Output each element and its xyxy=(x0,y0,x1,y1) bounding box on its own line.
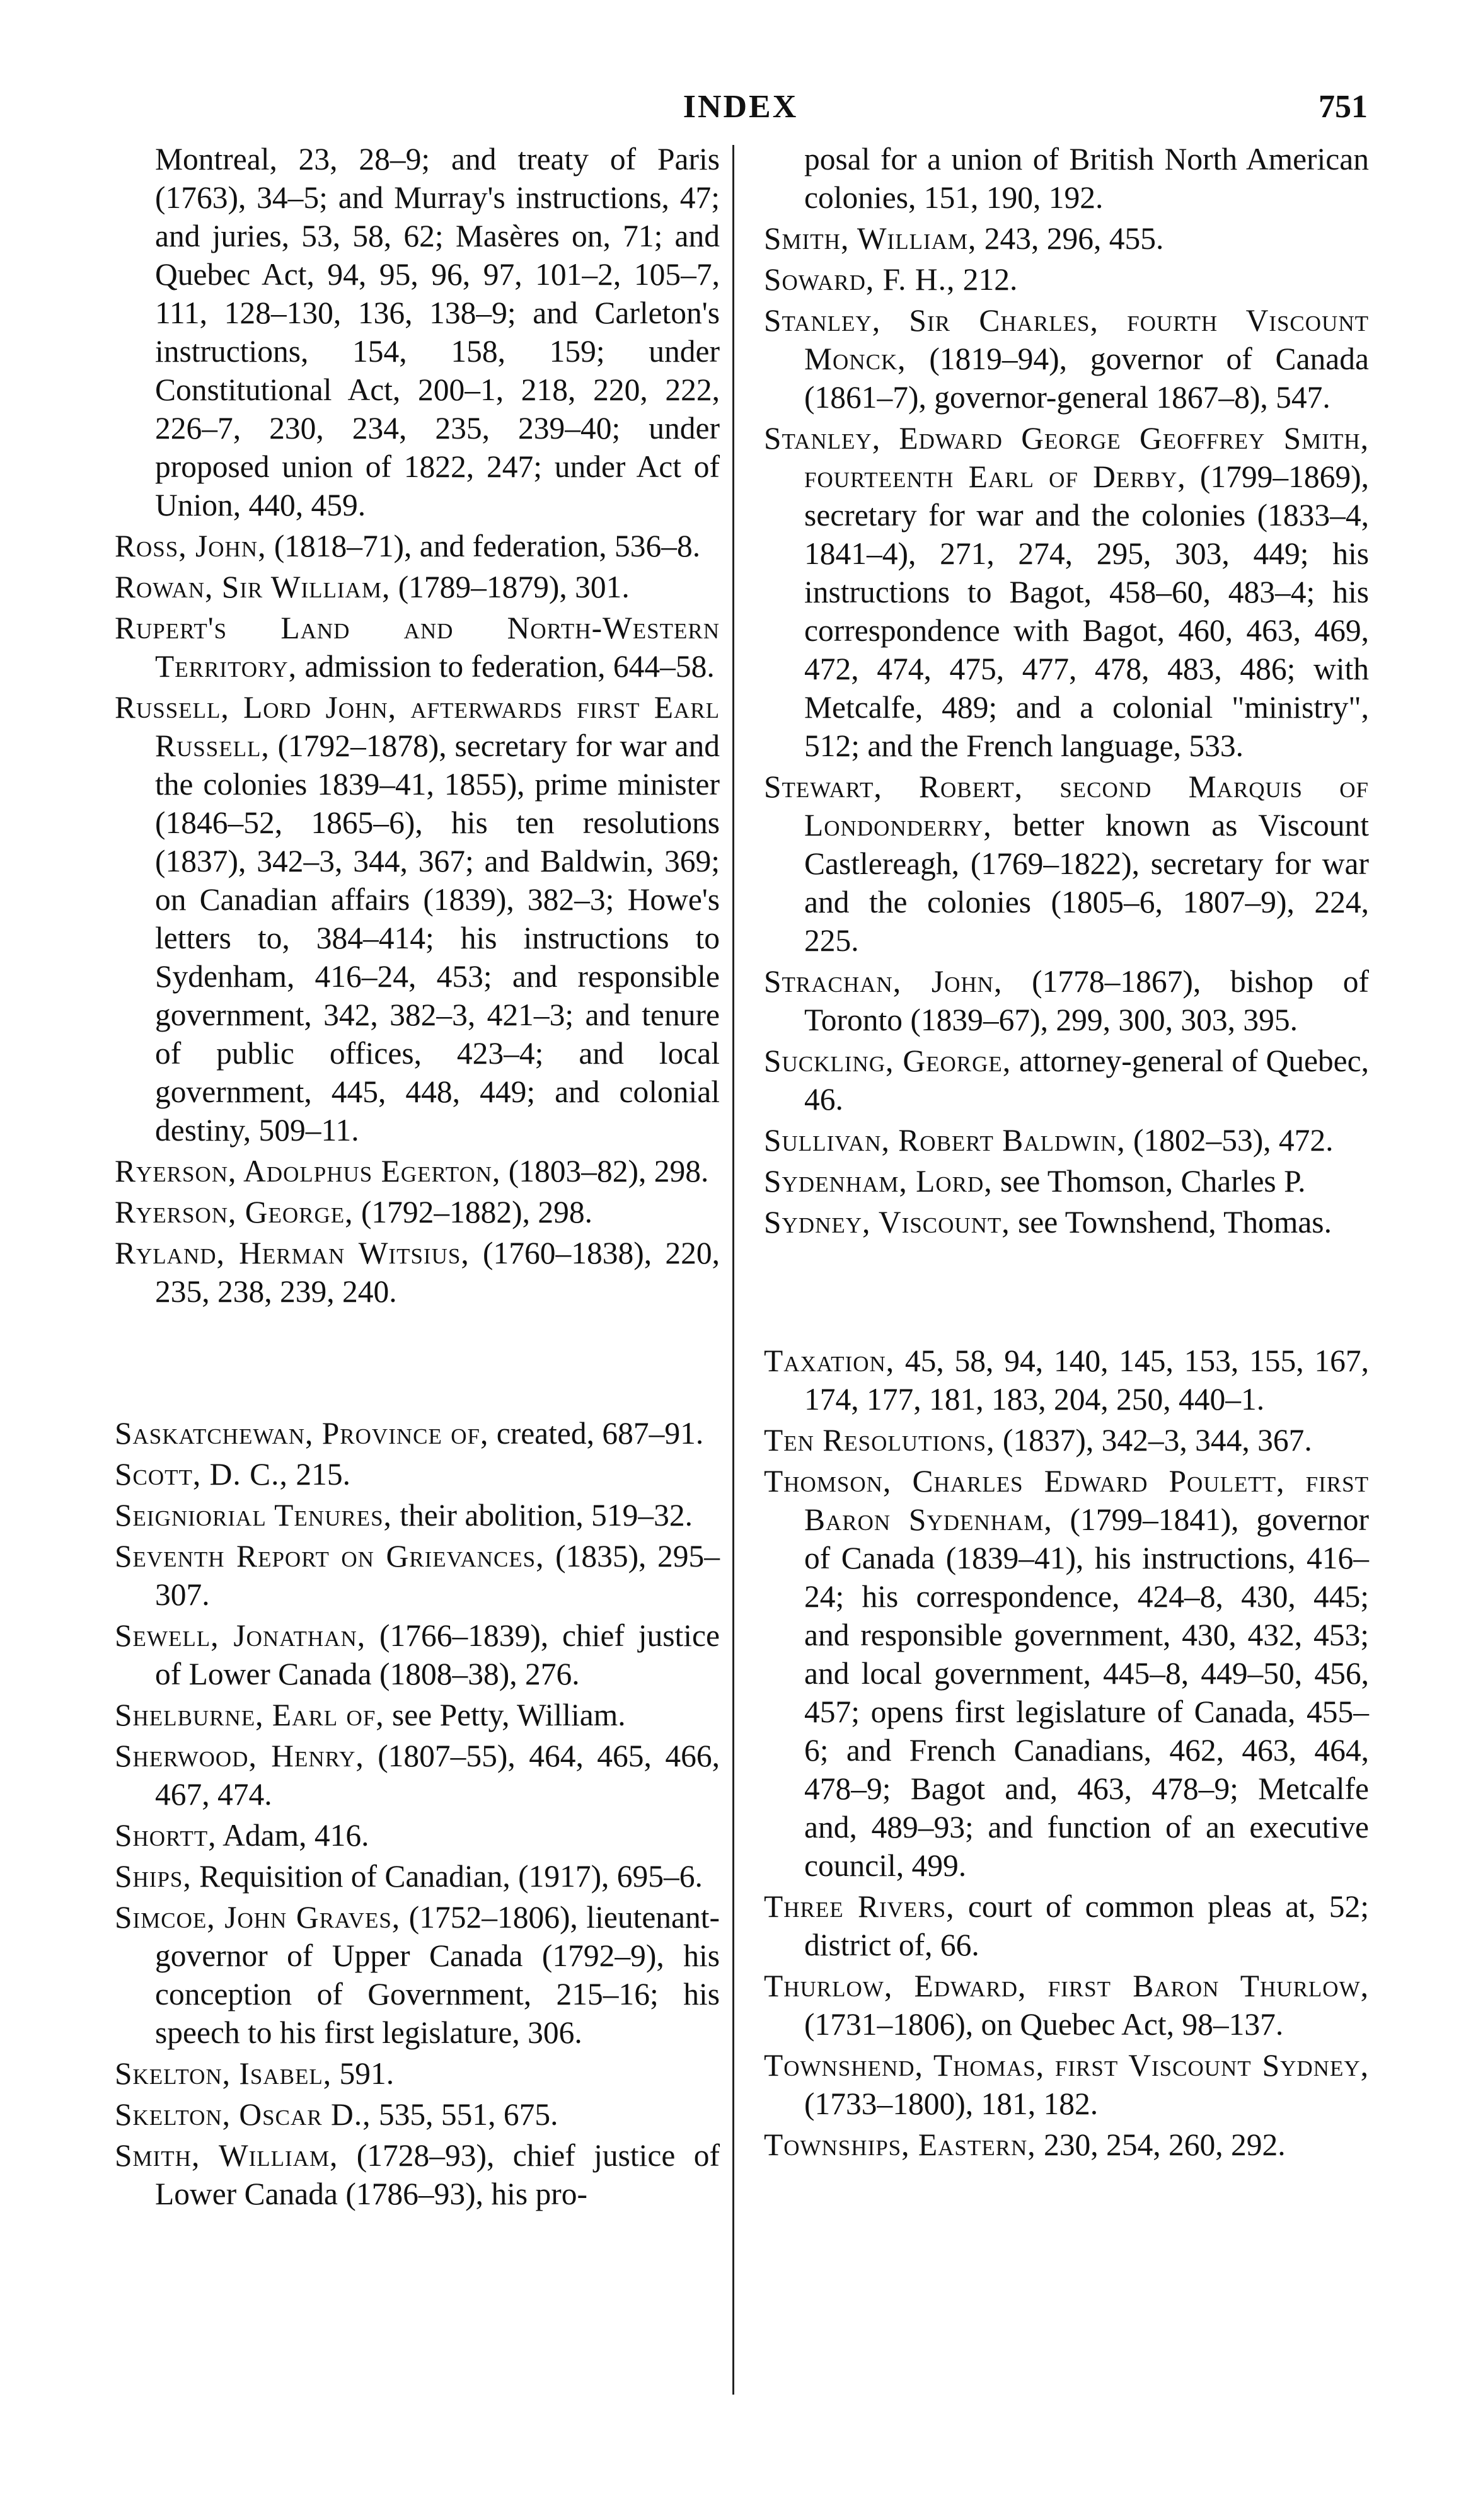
entry-text: 230, 254, 260, 292. xyxy=(1036,2127,1286,2162)
left-entries-bottom xyxy=(115,1414,720,2213)
index-entry xyxy=(764,1162,1369,1200)
entry-heading: Skelton, Isabel, xyxy=(115,2056,332,2091)
index-entry xyxy=(115,1616,720,1693)
entry-text: posal for a union of British North American colonies, 151, 190, 192. xyxy=(804,142,1369,215)
entry-heading: Three Rivers, xyxy=(764,1889,955,1924)
entry-text: 212. xyxy=(955,262,1018,297)
entry-heading: Shortt, xyxy=(115,1818,217,1853)
entry-heading: Smith, William, xyxy=(764,221,977,256)
entry-heading: Ten Resolutions, xyxy=(764,1423,995,1458)
index-entry xyxy=(115,1537,720,1614)
entry-heading: Skelton, Oscar D., xyxy=(115,2097,371,2132)
entry-text: (1799–1841), governor of Canada (1839–41), his instructions, 416–24; his correspondence, 424–8, 430, 445; and responsible government, 430, 432, 453; and local government, 445–8, 449–50, 456, 457; opens first legislature of Canada, 455–6; and French Canadians, 462, 463, 464, 478–9; Bagot and, 463, 478–9; Metcalfe and, 489–93; and function of an executive council, 499. xyxy=(804,1502,1369,1883)
index-entry xyxy=(764,219,1369,258)
entry-text: (1778–1867), bishop of Toronto (1839–67), 299, 300, 303, 395. xyxy=(804,964,1370,1037)
entry-heading: Sullivan, Robert Baldwin, xyxy=(764,1123,1126,1158)
entry-heading: Seventh Report on Grievances, xyxy=(115,1539,545,1574)
entry-heading: Townshend, Thomas, first Viscount Sydney, xyxy=(764,2048,1369,2083)
entry-text: (1789–1879), 301. xyxy=(390,570,630,604)
entry-text: Montreal, 23, 28–9; and treaty of Paris (1763), 34–5; and Murray's instructions, 47; and juries, 53, 58, 62; Masères on, 71; and Quebec Act, 94, 95, 96, 97, 101–2, 105–7, 111, 128–130, 136, 138–9; and Carleton's instructions, 154, 158, 159; under Constitutional Act, 200–1, 218, 220, 222, 226–7, 230, 234, 235, 239–40; under proposed union of 1822, 247; under Act of Union, 440, 459. xyxy=(155,142,720,522)
index-entry xyxy=(764,1421,1369,1459)
index-entry xyxy=(115,688,720,1149)
index-entry xyxy=(115,609,720,686)
index-entry xyxy=(115,1234,720,1311)
entry-heading: Ryland, Herman Witsius, xyxy=(115,1236,470,1270)
entry-text: their abolition, 519–32. xyxy=(391,1498,693,1533)
index-entry xyxy=(764,301,1369,417)
entry-heading: Shelburne, Earl of, xyxy=(115,1698,384,1732)
index-entry xyxy=(764,1462,1369,1885)
entry-text: created, 687–91. xyxy=(488,1416,704,1451)
entry-heading: Stanley, Sir Charles, fourth Viscount Monck, xyxy=(764,303,1369,376)
column-divider xyxy=(732,145,734,2395)
entry-text: 45, 58, 94, 140, 145, 153, 155, 167, 174, 177, 181, 183, 204, 250, 440–1. xyxy=(804,1343,1369,1417)
entry-heading: Thomson, Charles Edward Poulett, first Baron Sydenham, xyxy=(764,1464,1369,1537)
entry-text: (1835), 295–307. xyxy=(155,1539,720,1612)
entry-heading: Suckling, George, xyxy=(764,1044,1012,1078)
index-entry xyxy=(115,2054,720,2093)
index-entry xyxy=(115,2095,720,2134)
index-entry xyxy=(115,1737,720,1814)
entry-text: (1819–94), governor of Canada (1861–7), governor-general 1867–8), 547. xyxy=(804,342,1369,415)
entry-text: (1802–53), 472. xyxy=(1125,1123,1334,1158)
entry-heading: Soward, F. H., xyxy=(764,262,955,297)
index-entry xyxy=(115,1152,720,1190)
entry-text: 215. xyxy=(287,1457,350,1492)
page-number: 751 xyxy=(1319,89,1368,125)
index-entry xyxy=(764,1342,1369,1418)
entry-heading: Sydenham, Lord, xyxy=(764,1164,993,1199)
entry-heading: Strachan, John, xyxy=(764,964,1003,999)
entry-heading: Sewell, Jonathan, xyxy=(115,1618,366,1653)
index-entry xyxy=(115,1898,720,2052)
index-entry xyxy=(115,1857,720,1896)
index-entry xyxy=(764,140,1369,217)
index-entry xyxy=(764,1203,1369,1241)
entry-text: 243, 296, 455. xyxy=(976,221,1164,256)
entry-heading: Ross, John, xyxy=(115,529,267,563)
entry-heading: Seigniorial Tenures, xyxy=(115,1498,392,1533)
entry-heading: Russell, Lord John, afterwards first Earl Russell, xyxy=(115,690,720,763)
entry-text: (1766–1839), chief justice of Lower Canada (1808–38), 276. xyxy=(155,1618,720,1691)
index-entry xyxy=(115,1496,720,1534)
entry-text: (1792–1878), secretary for war and the colonies 1839–41, 1855), prime minister (1846–52, 1865–6), his ten resolutions (1837), 342–3, 344, 367; and Baldwin, 369; on Canadian affairs (1839), 382–3; Howe's letters to, 384–414; his instructions to Sydenham, 416–24, 453; and responsible government, 342, 382–3, 421–3; and tenure of public offices, 423–4; and local government, 445, 448, 449; and colonial destiny, 509–11. xyxy=(155,728,720,1148)
entry-text: 591. xyxy=(332,2056,395,2091)
entry-text: see Townshend, Thomas. xyxy=(1010,1205,1332,1240)
right-column xyxy=(764,140,1369,2166)
entry-text: Requisition of Canadian, (1917), 695–6. xyxy=(191,1859,703,1894)
index-entry xyxy=(764,962,1369,1039)
index-entry xyxy=(764,1967,1369,2044)
entry-text: see Thomson, Charles P. xyxy=(992,1164,1306,1199)
index-entry xyxy=(764,2046,1369,2123)
index-entry xyxy=(115,1193,720,1231)
entry-heading: Simcoe, John Graves, xyxy=(115,1900,401,1935)
entry-text: (1837), 342–3, 344, 367. xyxy=(995,1423,1312,1458)
entry-text: (1807–55), 464, 465, 466, 467, 474. xyxy=(155,1739,720,1812)
entry-heading: Scott, D. C., xyxy=(115,1457,288,1492)
entry-text: court of common pleas at, 52; district of, 66. xyxy=(804,1889,1369,1962)
entry-heading: Thurlow, Edward, first Baron Thurlow, xyxy=(764,1969,1369,2003)
running-header xyxy=(113,88,1368,139)
index-entry xyxy=(115,1455,720,1493)
entry-heading: Ryerson, Adolphus Egerton, xyxy=(115,1154,501,1188)
right-entries-top xyxy=(764,140,1369,1241)
index-entry xyxy=(115,568,720,606)
entry-text: (1733–1800), 181, 182. xyxy=(804,2086,1099,2121)
index-entry xyxy=(115,140,720,524)
entry-text: Adam, 416. xyxy=(216,1818,369,1853)
entry-heading: Stanley, Edward George Geoffrey Smith, fourteenth Earl of Derby, xyxy=(764,421,1369,494)
entry-heading: Stewart, Robert, second Marquis of Londonderry, xyxy=(764,769,1369,843)
index-entry xyxy=(764,1121,1369,1159)
entry-heading: Sherwood, Henry, xyxy=(115,1739,364,1773)
index-entry xyxy=(764,419,1369,765)
index-entry xyxy=(764,1887,1369,1964)
letter-section-gap xyxy=(764,1244,1369,1342)
entry-text: (1818–71), and federation, 536–8. xyxy=(266,529,701,563)
entry-text: (1731–1806), on Quebec Act, 98–137. xyxy=(804,2007,1284,2042)
page-title: INDEX xyxy=(683,89,799,125)
entry-heading: Taxation, xyxy=(764,1343,895,1378)
left-entries-top xyxy=(115,140,720,1311)
entry-text: 535, 551, 675. xyxy=(371,2097,558,2132)
entry-text: admission to federation, 644–58. xyxy=(297,649,715,684)
index-entry xyxy=(764,1042,1369,1119)
entry-text: (1760–1838), 220, 235, 238, 239, 240. xyxy=(155,1236,720,1309)
index-entry xyxy=(115,1696,720,1734)
entry-text: (1728–93), chief justice of Lower Canada (1786–93), his pro- xyxy=(155,2138,720,2211)
index-entry xyxy=(115,2136,720,2213)
index-entry xyxy=(764,2126,1369,2164)
right-entries-bottom xyxy=(764,1342,1369,2164)
entry-text: (1803–82), 298. xyxy=(500,1154,709,1188)
index-entry xyxy=(764,260,1369,299)
entry-heading: Saskatchewan, Province of, xyxy=(115,1416,489,1451)
entry-heading: Rowan, Sir William, xyxy=(115,570,391,604)
entry-text: attorney-general of Quebec, 46. xyxy=(804,1044,1369,1117)
entry-heading: Townships, Eastern, xyxy=(764,2127,1036,2162)
letter-section-gap xyxy=(115,1313,720,1414)
entry-text: (1752–1806), lieutenant-governor of Upper Canada (1792–9), his conception of Government, 215–16; his speech to his first legislature, 306. xyxy=(155,1900,720,2050)
entry-text: see Petty, William. xyxy=(384,1698,626,1732)
entry-heading: Ryerson, George, xyxy=(115,1195,354,1229)
entry-text: better known as Viscount Castlereagh, (1769–1822), secretary for war and the colonies (1805–6, 1807–9), 224, 225. xyxy=(804,808,1369,958)
index-entry xyxy=(115,1414,720,1453)
entry-heading: Ships, xyxy=(115,1859,192,1894)
entry-heading: Sydney, Viscount, xyxy=(764,1205,1010,1240)
index-entry xyxy=(764,768,1369,960)
entry-heading: Rupert's Land and North-Western Territory, xyxy=(115,611,720,684)
index-entry xyxy=(115,527,720,565)
entry-text: (1792–1882), 298. xyxy=(353,1195,593,1229)
left-column xyxy=(115,140,720,2216)
entry-heading: Smith, William, xyxy=(115,2138,338,2173)
index-entry xyxy=(115,1816,720,1855)
entry-text: (1799–1869), secretary for war and the colonies (1833–4, 1841–4), 271, 274, 295, 303, 449; his instructions to Bagot, 458–60, 483–4; his correspondence with Bagot, 460, 463, 469, 472, 474, 475, 477, 478, 483, 486; with Metcalfe, 489; and a colonial "ministry", 512; and the French language, 533. xyxy=(804,459,1369,763)
